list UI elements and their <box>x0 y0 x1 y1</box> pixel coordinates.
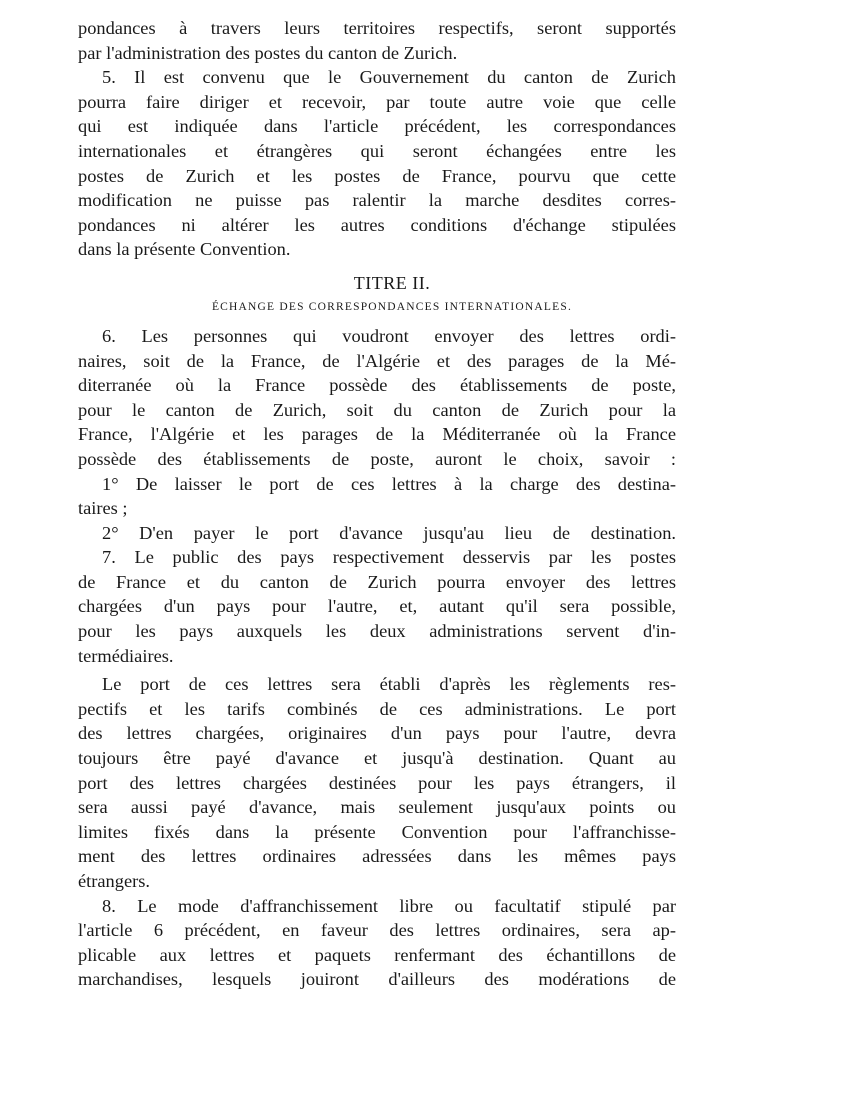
text-line: ment des lettres ordinaires adressées dans les mêmes pays <box>78 846 676 867</box>
section-title: TITRE II. <box>353 272 431 293</box>
text-line: 8. Le mode d'affranchissement libre ou facultatif stipulé par <box>102 895 676 916</box>
text-line: diterranée où la France possède des établissements de poste, <box>78 375 676 396</box>
text-line: sera aussi payé d'avance, mais seulement jusqu'aux points ou <box>78 797 676 818</box>
text-line: naires, soit de la France, de l'Algérie et des parages de la Mé- <box>78 350 676 371</box>
text-line: pondances ni altérer les autres conditions d'échange stipulées <box>78 214 676 235</box>
text-line: par l'administration des postes du canton de Zurich. <box>78 42 458 63</box>
text-line: étrangers. <box>78 871 150 891</box>
text-line: toujours être payé d'avance et jusqu'à destination. Quant au <box>78 748 676 769</box>
text-line: pondances à travers leurs territoires respectifs, seront supportés <box>78 18 676 38</box>
article-5 <box>78 65 676 262</box>
text-line: 7. Le public des pays respectivement desservis par les postes <box>102 547 676 568</box>
text-line: 2° D'en payer le port d'avance jusqu'au lieu de destination. <box>102 522 676 543</box>
text-line: de France et du canton de Zurich pourra envoyer des lettres <box>78 571 676 592</box>
paragraph-4-continuation <box>78 16 676 65</box>
text-line: postes de Zurich et les postes de France, pourvu que cette <box>78 165 676 186</box>
article-8 <box>78 894 676 992</box>
text-line: possède des établissements de poste, auront le choix, savoir : <box>78 448 676 469</box>
text-line: pourra faire diriger et recevoir, par toute autre voie que celle <box>78 91 676 112</box>
article-6-option-2 <box>78 521 676 546</box>
text-line: dans la présente Convention. <box>78 239 291 260</box>
text-line: chargées d'un pays pour l'autre, et, autant qu'il sera possible, <box>78 596 676 617</box>
text-line: 6. Les personnes qui voudront envoyer des lettres ordi- <box>102 325 676 346</box>
text-line: pour le canton de Zurich, soit du canton de Zurich pour la <box>78 399 676 420</box>
text-line: modification ne puisse pas ralentir la marche desdites corres- <box>78 190 676 211</box>
text-line: France, l'Algérie et les parages de la Méditerranée où la France <box>78 424 676 445</box>
text-line: pour les pays auxquels les deux administrations servent d'in- <box>78 621 676 642</box>
text-line: 5. Il est convenu que le Gouvernement du canton de Zurich <box>102 67 676 88</box>
article-7-paragraph-2 <box>78 672 676 893</box>
text-line: qui est indiquée dans l'article précédent, les correspondances <box>78 116 676 137</box>
text-line: taires ; <box>78 498 128 519</box>
text-line: l'article 6 précédent, en faveur des lettres ordinaires, sera ap- <box>78 920 676 941</box>
article-6-option-1 <box>78 472 676 521</box>
text-line: des lettres chargées, originaires d'un pays pour l'autre, devra <box>78 723 676 744</box>
text-line: marchandises, lesquels jouiront d'ailleurs des modérations de <box>78 969 676 990</box>
article-7 <box>78 545 676 668</box>
text-line: internationales et étrangères qui seront échangées entre les <box>78 140 676 161</box>
text-line: limites fixés dans la présente Convention pour l'affranchisse- <box>78 821 676 842</box>
document-page <box>78 16 676 992</box>
text-line: plicable aux lettres et paquets renfermant des échantillons de <box>78 944 676 965</box>
text-line: termédiaires. <box>78 645 174 666</box>
section-subtitle: ÉCHANGE DES CORRESPONDANCES INTERNATIONALES. <box>211 300 573 313</box>
text-line: Le port de ces lettres sera établi d'après les règlements res- <box>102 674 676 695</box>
text-line: 1° De laisser le port de ces lettres à la charge des destina- <box>102 473 676 494</box>
text-line: pectifs et les tarifs combinés de ces administrations. Le port <box>78 698 676 719</box>
article-6 <box>78 324 676 472</box>
text-line: port des lettres chargées destinées pour les pays étrangers, il <box>78 772 676 793</box>
